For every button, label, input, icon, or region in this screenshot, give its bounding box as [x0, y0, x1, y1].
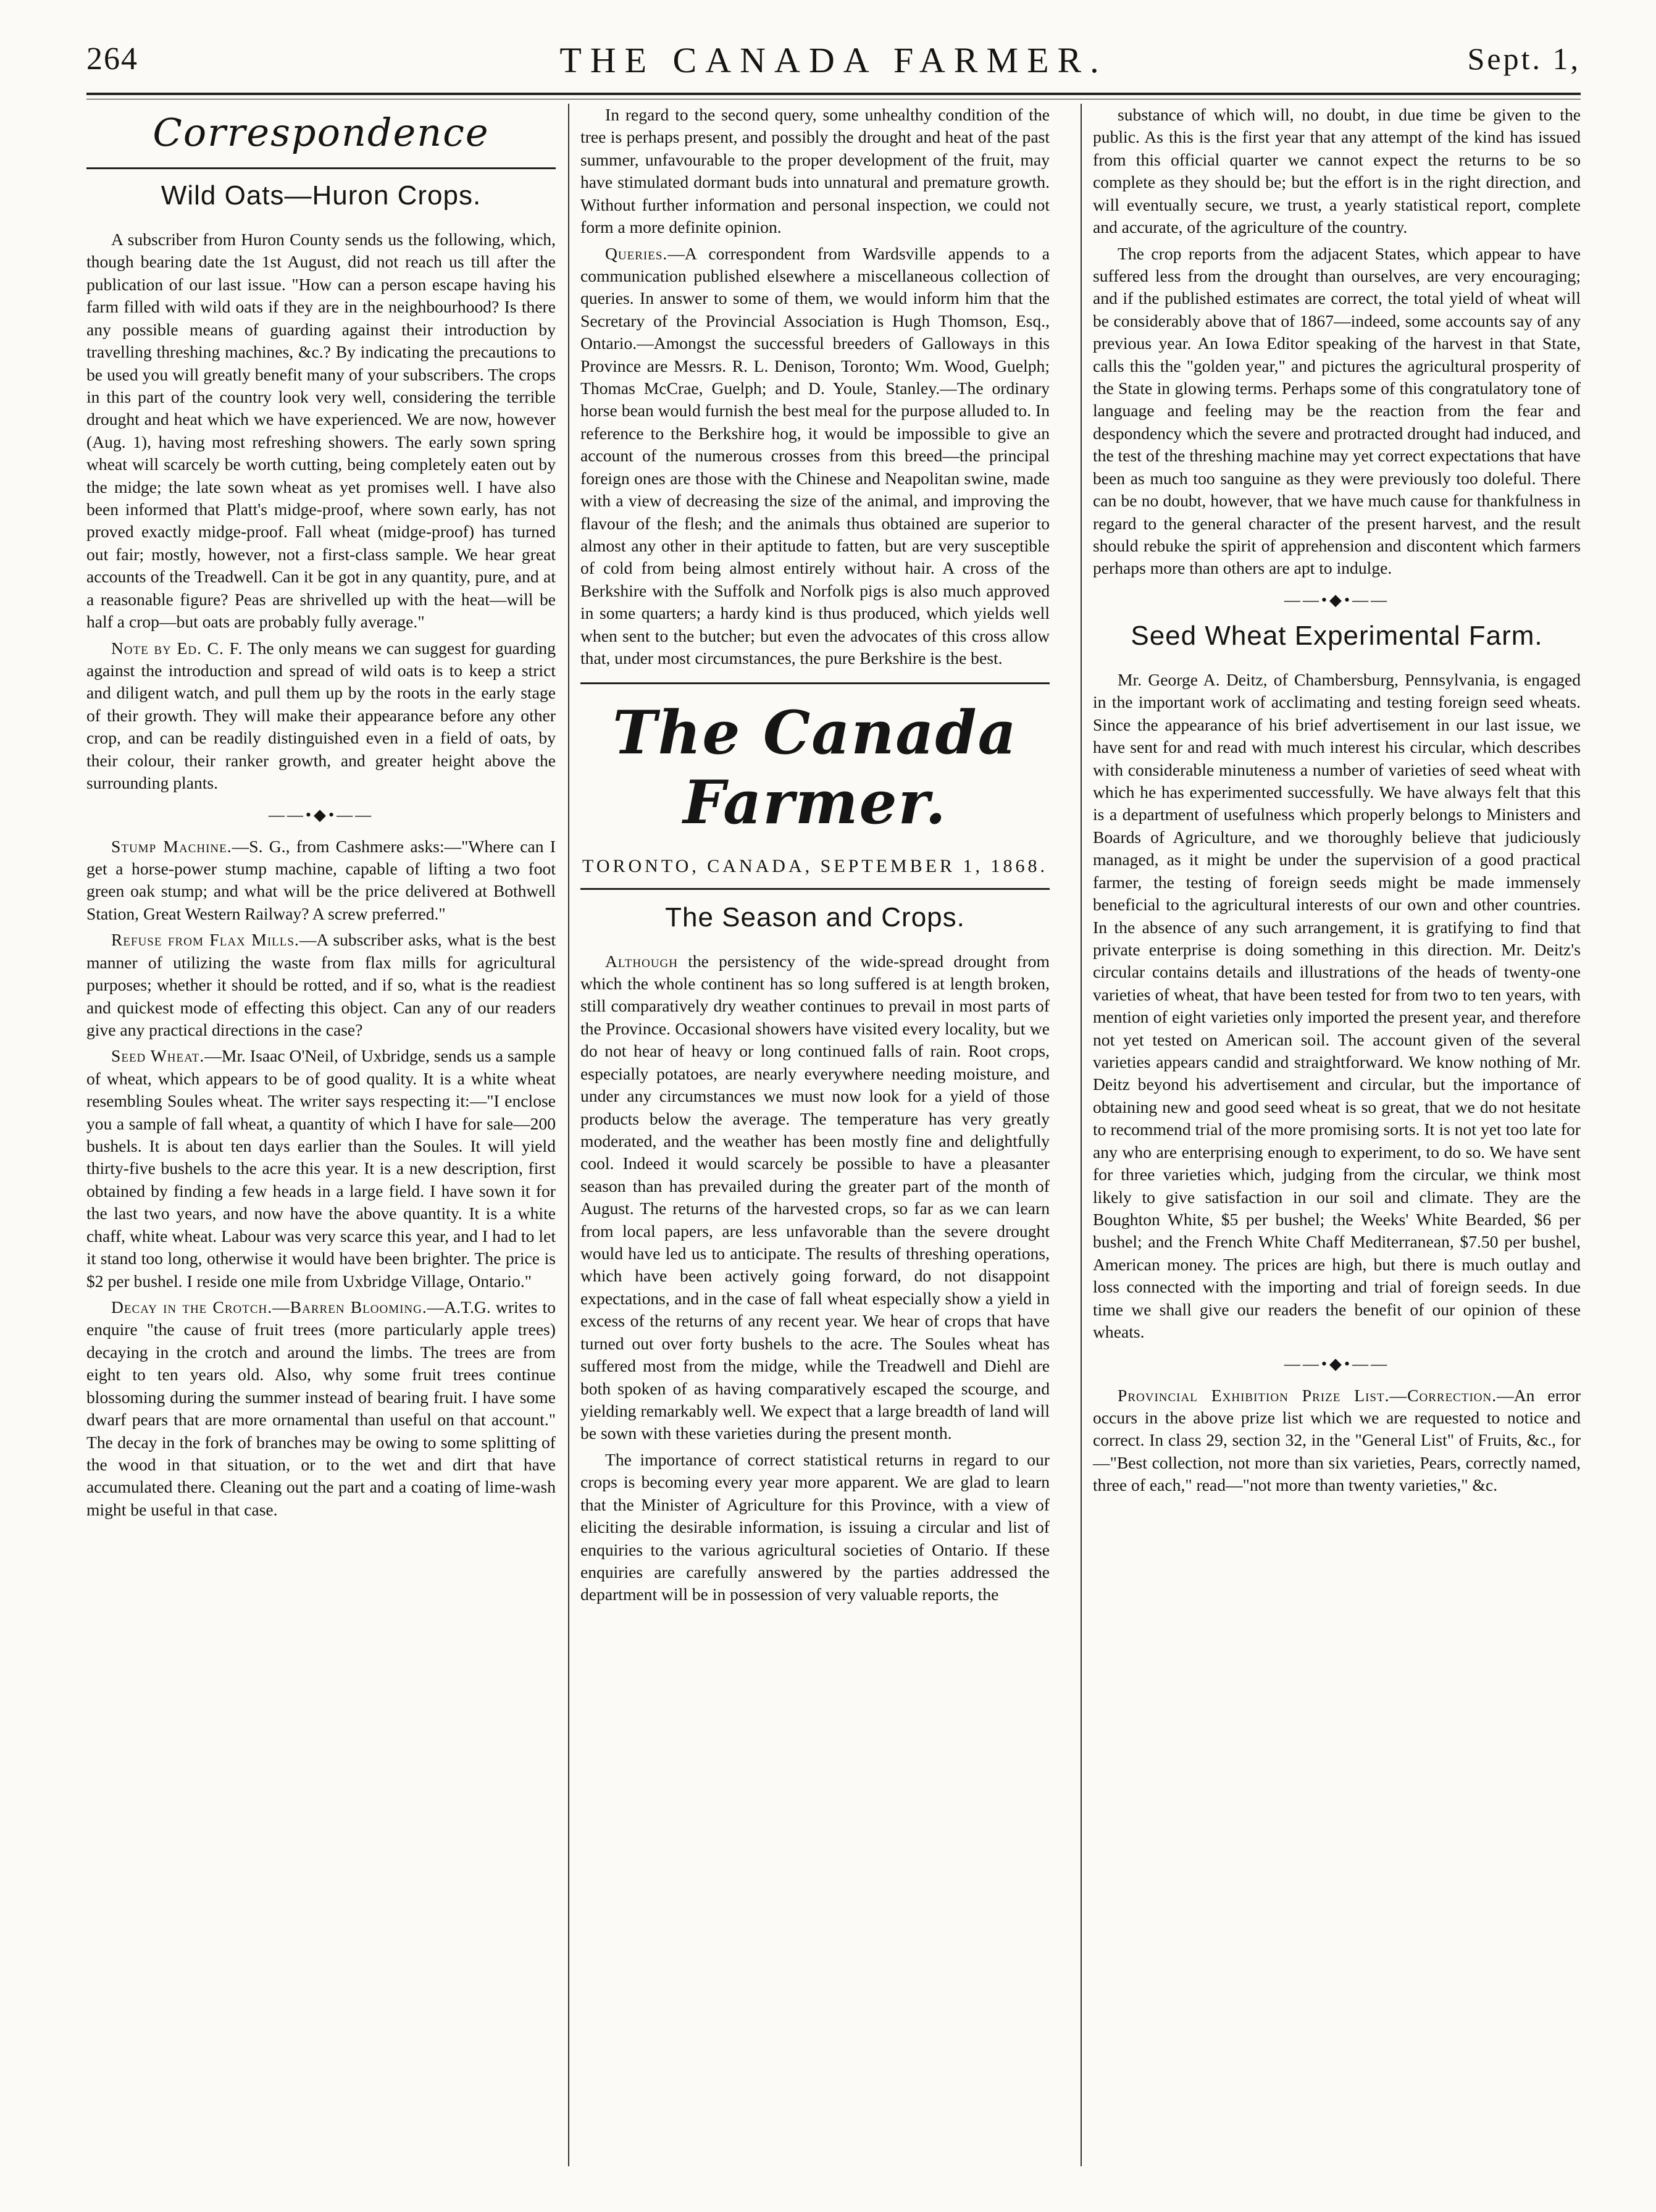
department-title: Correspondence: [153, 110, 490, 155]
paragraph-text: —Mr. Isaac O'Neil, of Uxbridge, sends us a sample of wheat, which appears to be of good quality. It is a white wheat resembling Soules wheat. The writer says respecting it:—"I enclose you a sample of fall wheat, a quantity of which I have for sale—200 bushels. It is about ten days earlier than the Soules. It will yield thirty-five bushels to the acre this year. It is a new description, first obtained by finding a few heads in a large field. I have sown it for the last two years, and now have the above quantity. It is a white chaff, white wheat. Labour was very scarce this year, and I had to let it stand too long, otherwise it would have been brighter. The price is $2 per bushel. I reside one mile from Uxbridge Village, Ontario.": [86, 1046, 556, 1291]
banner-title: The Canada Farmer.: [613, 697, 1018, 837]
paragraph: substance of which will, no doubt, in due time be given to the public. As this is the first year that any attempt of the kind has issued from this official quarter we cannot expect the returns to be so complete as they should be; but the effort is in the right direction, and will eventually secure, we trust, a yearly statistical report, complete and accurate, of the agriculture of the country.: [1093, 105, 1581, 237]
ornament-divider: ——•◆•——: [1284, 1354, 1390, 1373]
paragraph: [86, 929, 556, 1041]
column-3: [1093, 104, 1581, 1501]
article-title-season: The Season and Crops.: [665, 902, 965, 932]
editorial-banner: [580, 682, 1050, 890]
paragraph-text: —An error occurs in the above prize list which we are requested to notice and correct. In class 29, section 32, in the "General List" of Fruits, &c., for—"Best collection, not more than six varieties, Pears, correctly named, three of each," read—"not more than twenty varieties," &c.: [1093, 1385, 1581, 1495]
column-2: [580, 104, 1050, 1610]
paragraph-lead: Although: [605, 951, 679, 971]
paragraph-text: —A.T.G. writes to enquire "the cause of fruit trees (more particularly apple trees) decaying in the crotch and around the limbs. The trees are from eight to ten years old. Also, why some fruit trees continue blossoming during the summer instead of bearing fruit. I have some dwarf pears that are more ornamental than useful on that account." The decay in the fork of branches may be owing to some splitting of the wood in that situation, or to the wet and dirt that have accumulated there. Cleaning out the part and a coating of lime-wash might be useful in that case.: [86, 1297, 556, 1519]
paragraph-text: —S. G., from Cashmere asks:—"Where can I get a horse-power stump machine, capable of lifting a two foot green oak stump; and what will be the price delivered at Bothwell Station, Great Western Railway? A screw preferred.": [86, 836, 556, 923]
masthead: [86, 35, 1581, 94]
paragraph: [86, 836, 556, 926]
correspondence-heading: [86, 104, 556, 169]
column-rule-2: [1081, 104, 1082, 2166]
page-number: 264: [86, 41, 138, 77]
paragraph: [580, 950, 1050, 1445]
paragraph-lead: Stump Machine.: [111, 836, 232, 856]
paragraph: [580, 243, 1050, 670]
paragraph-text: The only means we can suggest for guarding against the introduction and spread of wild oats is to keep a strict and diligent watch, and pull them up by the roots in the early stage of their growth. They will make their appearance before any other crop, and can be readily distinguished even in a field of oats, by their colour, their ranker growth, and greater height above the surrounding plants.: [86, 638, 556, 793]
paragraph-lead: Note by Ed. C. F.: [111, 638, 243, 658]
paragraph: A subscriber from Huron County sends us the following, which, though bearing date the 1st August, did not reach us till after the publication of our last issue. "How can a person escape having his farm filled with wild oats if they are in the neighbourhood? Is there any possible means of guarding against their introduction by travelling threshing machines, &c.? By indicating the precautions to be used you will greatly benefit many of your subscribers. The crops in this part of the country look very well, considering the terrible drought and heat which we have experienced. We are now, however (Aug. 1), having most refreshing showers. The early sown spring wheat will scarcely be worth cutting, being completely eaten out by the midge; the late sown wheat as yet promises well. I have also been informed that Platt's midge-proof, where sown early, has not proved exactly midge-proof. Fall wheat (midge-proof) has turned out fair; mostly, however, not a first-class sample. We hear great accounts of the Treadwell. Can it be got in any quantity, pure, and at a reasonable figure? Peas are shrivelled up with the heat—will be half a crop—but oats are probably fully average.": [86, 230, 556, 632]
paper-title: THE CANADA FARMER.: [559, 40, 1108, 80]
paragraph-lead: Refuse from Flax Mills.: [111, 930, 299, 950]
ornament-divider: ——•◆•——: [268, 805, 374, 824]
article-title-seed-wheat: Seed Wheat Experimental Farm.: [1131, 620, 1543, 651]
paragraph-text: —A correspondent from Wardsville appends to a communication published elsewhere a miscellaneous collection of queries. In answer to some of them, we would inform him that the Secretary of the Provincial Association is Hugh Thomson, Esq., Ontario.—Amongst the successful breeders of Galloways in this Province are Messrs. R. L. Denison, Toronto; Wm. Wood, Guelph; Thomas McCrae, Guelph; and D. Youle, Stanley.—The ordinary horse bean would furnish the best meal for the purpose alluded to. In reference to the Berkshire hog, it would be impossible to give an account of the numerous crosses from this breed—the principal foreign ones are those with the Chinese and Neapolitan swine, made with a view of decreasing the size of the animal, and improving the flavour of the flesh; and the animals thus obtained are superior to almost any other in their aptitude to fatten, but are very susceptible of cold from being almost entirely without hair. A cross of the Berkshire with the Suffolk and Norfolk pigs is also much approved in some quarters; a hardy kind is thus produced, which yields well when sent to the butcher; but even the advocates of this cross allow that, under most circumstances, the pure Berkshire is the best.: [580, 243, 1050, 668]
column-rule-1: [568, 104, 569, 2166]
paragraph: [1093, 1385, 1581, 1497]
paragraph: [86, 1296, 556, 1521]
paragraph: The importance of correct statistical returns in regard to our crops is becoming every year more apparent. We are glad to learn that the Minister of Agriculture for this Province, with a view of eliciting the desirable information, is issuing a circular and list of enquiries to the various agricultural societies of Ontario. If these enquiries are carefully answered by the parties addressed the department will be in possession of very valuable reports, the: [580, 1449, 1050, 1604]
paragraph: [86, 1045, 556, 1292]
paragraph-lead: Queries.: [605, 243, 668, 263]
paragraph: The crop reports from the adjacent States, which appear to have suffered less from the drought than ourselves, are very encouraging; and if the published estimates are correct, the total yield of wheat will be considerably above that of 1867—indeed, some accounts say of any previous year. An Iowa Editor speaking of the harvest in that State, calls this the "golden year," and pictures the agricultural prosperity of the State in glowing terms. Perhaps some of this congratulatory tone of language and feeling may be the reaction from the fear and despondency which the severe and protracted drought had induced, and the test of the threshing machine may yet correct expectations that have been as much too sanguine as they were previously too doleful. There can be no doubt, however, that we have much cause for thankfulness in regard to the general character of the present harvest, and the result should rebuke the spirit of apprehension and discontent which farmers perhaps more than others are apt to indulge.: [1093, 243, 1581, 578]
paragraph-lead: Provincial Exhibition Prize List.—Correction.: [1118, 1385, 1497, 1405]
article-title-wild-oats: Wild Oats—Huron Crops.: [161, 180, 482, 211]
ornament-divider: ——•◆•——: [1284, 590, 1390, 609]
masthead-rule: [86, 93, 1581, 95]
paragraph-lead: Seed Wheat.: [111, 1046, 205, 1066]
issue-date: Sept. 1,: [1467, 41, 1581, 76]
paragraph-text: —A subscriber asks, what is the best manner of utilizing the waste from flax mills for agricultural purposes; whether it should be rotted, and if so, what is the readiest and quickest mode of effecting this object. Can any of our readers give any practical directions in the case?: [86, 930, 556, 1039]
paragraph: [86, 637, 556, 795]
paragraph-lead: Decay in the Crotch.—Barren Blooming.: [111, 1297, 427, 1317]
paragraph-text: the persistency of the wide-spread drought from which the whole continent has so long suffered is at length broken, still comparatively dry weather continues to prevail in most parts of the Province. Occasional showers have visited every locality, but we do not hear of heavy or long continued falls of rain. Root crops, especially potatoes, are nearly everywhere needing moisture, and under any circumstances we must now look for a yield of those products below the average. The temperature has very greatly moderated, and the weather has been mostly fine and delightfully cool. Indeed it would scarcely be possible to have a pleasanter season than has prevailed during the greater part of the month of August. The returns of the harvested crops, so far as we can learn from local papers, are less unfavorable than the severe drought would have led us to anticipate. The results of threshing operations, which have been actively going forward, do not disappoint expectations, and in the case of fall wheat especially show a yield in excess of the returns of any recent year. We hear of crops that have turned out over forty bushels to the acre. The Soules wheat has suffered most from the midge, while the Treadwell and Diehl are both spoken of as having comparatively escaped the scourge, and yielding remarkably well. We expect that a large breadth of land will be sown with these varieties during the present month.: [580, 951, 1050, 1443]
banner-date: TORONTO, CANADA, SEPTEMBER 1, 1868.: [582, 855, 1048, 876]
paragraph: Mr. George A. Deitz, of Chambersburg, Pennsylvania, is engaged in the important work of acclimating and testing foreign seed wheats. Since the appearance of his brief advertisement in our last issue, we have sent for and read with much interest his circular, which describes with considerable minuteness a number of varieties of seed wheat with which he has experimented successfully. We have always felt that this is a department of usefulness which properly belongs to Ministers and Boards of Agriculture, and we thoroughly believe that judiciously managed, as it might be under the supervision of a good practical farmer, the testing of foreign seeds might be made immensely beneficial to the agricultural interests of our own and other countries. In the absence of any such arrangement, it is gratifying to find that private enterprise is doing something in this direction. Mr. Deitz's circular contains details and illustrations of the heads of twenty-one varieties of wheat, that have been tested for from two to ten years, with mention of eight varieties only imported the present year, and therefore not yet tested on American soil. The account given of the several varieties appears candid and straightforward. We know nothing of Mr. Deitz beyond his advertisement and circular, but the importance of obtaining new and good seed wheat is so great, that we do not hesitate to recommend trial of the more promising sorts. It is not yet too late for any who are enterprising enough to experiment, to do so. We have sent for three varieties which, judging from the circular, we think most likely to give satisfaction in our soil and climate. They are the Boughton White, $5 per bushel; the Weeks' White Bearded, $6 per bushel; and the French White Chaff Mediterranean, $7.50 per bushel, American money. The prices are high, but there is much outlay and loss connected with the importing and trial of foreign seeds. In due time we shall give our readers the benefit of our opinion of these wheats.: [1093, 669, 1581, 1342]
paragraph: In regard to the second query, some unhealthy condition of the tree is perhaps present, and possibly the drought and heat of the past summer, unfavourable to the proper development of the fruit, may have stimulated dormant buds into unnatural and premature growth. Without further information and personal inspection, we could not form a more definite opinion.: [580, 105, 1050, 237]
column-1: [86, 104, 556, 1525]
